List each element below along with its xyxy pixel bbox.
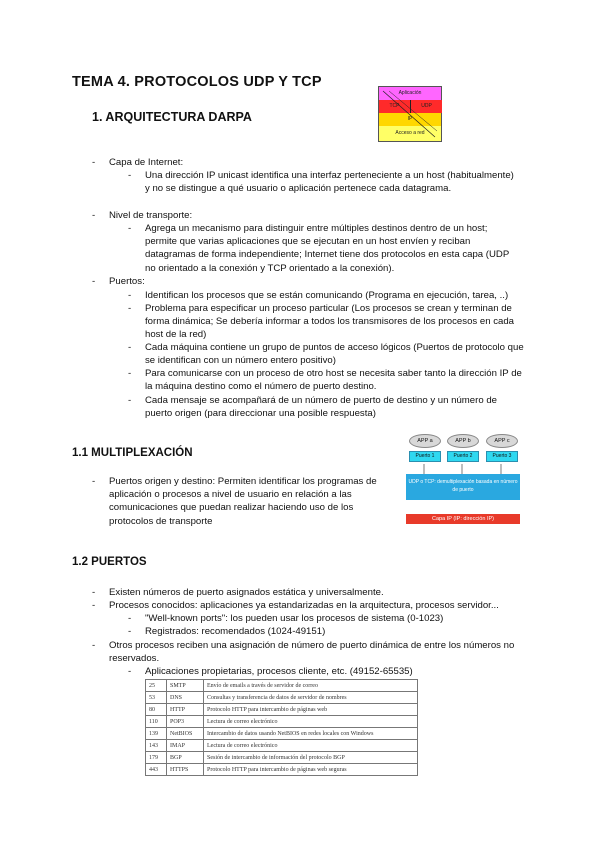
description-cell: Consultas y transferencia de datos de servidor de nombres — [204, 692, 418, 704]
layer-ip: IP — [379, 113, 441, 126]
protocol-cell: NetBIOS — [167, 728, 204, 740]
bullet-puertos-origen-destino: Puertos origen y destino: Permiten identificar los programas de aplicación o procesos a nivel de usuario en relación a las comunicaciones que puedan realizar haciendo uso de los protocolos de transporte — [109, 476, 377, 527]
transport-layer-box: UDP o TCP: demultiplexación basada en número de puerto — [406, 474, 520, 500]
table-row — [146, 752, 418, 764]
description-cell: Sesión de intercambio de información del protocolo BGP — [204, 752, 418, 764]
sub-bullet: Problema para especificar un proceso particular (Los procesos se crean y terminan de forma dinámica; Se debería informar a todos los transmisores de los procesos en cada host de la red) — [145, 303, 515, 341]
section-heading-multiplexacion: 1.1 MULTIPLEXACIÓN — [72, 447, 193, 459]
app-a-oval: APP a — [409, 434, 441, 448]
table-row — [146, 680, 418, 692]
bullet-otros-procesos: Otros procesos reciben una asignación de número de puerto dinámica de entre los números no reservados. — [109, 640, 515, 665]
sub-bullet: Cada máquina contiene un grupo de puntos de acceso lógicos (Puertos de protocolo que se identifican con un número entero positivo) — [145, 342, 524, 367]
description-cell: Protocolo HTTP para intercambio de páginas web seguras — [204, 764, 418, 776]
description-cell: Intercambio de datos usando NetBIOS en redes locales con Windows — [204, 728, 418, 740]
sub-bullet: Cada mensaje se acompañará de un número de puerto de destino y un número de puerto origen (para direccionar una posible respuesta) — [145, 395, 497, 420]
port-2: Puerto 2 — [447, 451, 479, 462]
table-row — [146, 692, 418, 704]
table-row — [146, 728, 418, 740]
bullet-procesos-conocidos: Procesos conocidos: aplicaciones ya estandarizadas en la arquitectura, procesos servidor... — [109, 600, 499, 611]
page-title: TEMA 4. PROTOCOLOS UDP Y TCP — [72, 74, 322, 90]
sub-bullet: "Well-known ports": los pueden usar los procesos de sistema (0-1023) — [145, 613, 444, 624]
bullet-puertos: Puertos: — [109, 276, 145, 287]
layer-udp: UDP — [410, 100, 442, 113]
description-cell: Protocolo HTTP para intercambio de páginas web — [204, 704, 418, 716]
layer-application: Aplicación — [379, 87, 441, 100]
protocol-cell: HTTP — [167, 704, 204, 716]
app-b-oval: APP b — [447, 434, 479, 448]
port-number-cell: 25 — [146, 680, 167, 692]
port-number-cell: 443 — [146, 764, 167, 776]
port-number-cell: 143 — [146, 740, 167, 752]
sub-bullet: Registrados: recomendados (1024-49151) — [145, 626, 326, 637]
bullet-nivel-transporte: Nivel de transporte: — [109, 210, 193, 221]
description-cell: Lectura de correo electrónico — [204, 740, 418, 752]
table-row — [146, 704, 418, 716]
section-heading-puertos: 1.2 PUERTOS — [72, 556, 147, 568]
multiplexing-figure — [400, 432, 528, 528]
port-3: Puerto 3 — [486, 451, 518, 462]
table-row — [146, 740, 418, 752]
description-cell: Envío de emails a través de servidor de correo — [204, 680, 418, 692]
sub-bullet: Aplicaciones propietarias, procesos cliente, etc. (49152-65535) — [145, 666, 413, 677]
port-number-cell: 179 — [146, 752, 167, 764]
protocol-cell: DNS — [167, 692, 204, 704]
ip-layer-box: Capa IP (IP: dirección IP) — [406, 514, 520, 524]
port-number-cell: 53 — [146, 692, 167, 704]
protocol-cell: POP3 — [167, 716, 204, 728]
app-c-oval: APP c — [486, 434, 518, 448]
sub-bullet: Una dirección IP unicast identifica una interfaz perteneciente a un host (habitualmente) y no se distingue a qué usuario o aplicación pertenece cada datagrama. — [145, 170, 514, 195]
port-number-cell: 80 — [146, 704, 167, 716]
darpa-arrows — [379, 87, 441, 141]
table-row — [146, 716, 418, 728]
table-row — [146, 764, 418, 776]
ports-table — [145, 679, 418, 776]
darpa-stack-figure — [378, 86, 442, 142]
port-number-cell: 139 — [146, 728, 167, 740]
layer-network-access: Acceso a red — [379, 126, 441, 141]
description-cell: Lectura de correo electrónico — [204, 716, 418, 728]
bullet-capa-internet: Capa de Internet: — [109, 157, 184, 168]
protocol-cell: BGP — [167, 752, 204, 764]
protocol-cell: IMAP — [167, 740, 204, 752]
protocol-cell: SMTP — [167, 680, 204, 692]
port-1: Puerto 1 — [409, 451, 441, 462]
sub-bullet: Identifican los procesos que se están comunicando (Programa en ejecución, tarea, ..) — [145, 290, 509, 301]
layer-tcp: TCP — [379, 100, 410, 113]
port-number-cell: 110 — [146, 716, 167, 728]
protocol-cell: HTTPS — [167, 764, 204, 776]
section-heading-darpa: 1. ARQUITECTURA DARPA — [92, 110, 252, 124]
bullet-puertos-asignados: Existen números de puerto asignados estática y universalmente. — [109, 587, 384, 598]
sub-bullet: Agrega un mecanismo para distinguir entre múltiples destinos dentro de un host; permite que varias aplicaciones que se ejecutan en un host envíen y reciban datagramas de forma independiente; Internet tiene dos protocolos en esta capa (UDP no orientado a la conexión y TCP orientado a la conexión). — [145, 223, 510, 274]
sub-bullet: Para comunicarse con un proceso de otro host se necesita saber tanto la dirección IP de la máquina destino como el número de puerto destino. — [145, 368, 522, 393]
